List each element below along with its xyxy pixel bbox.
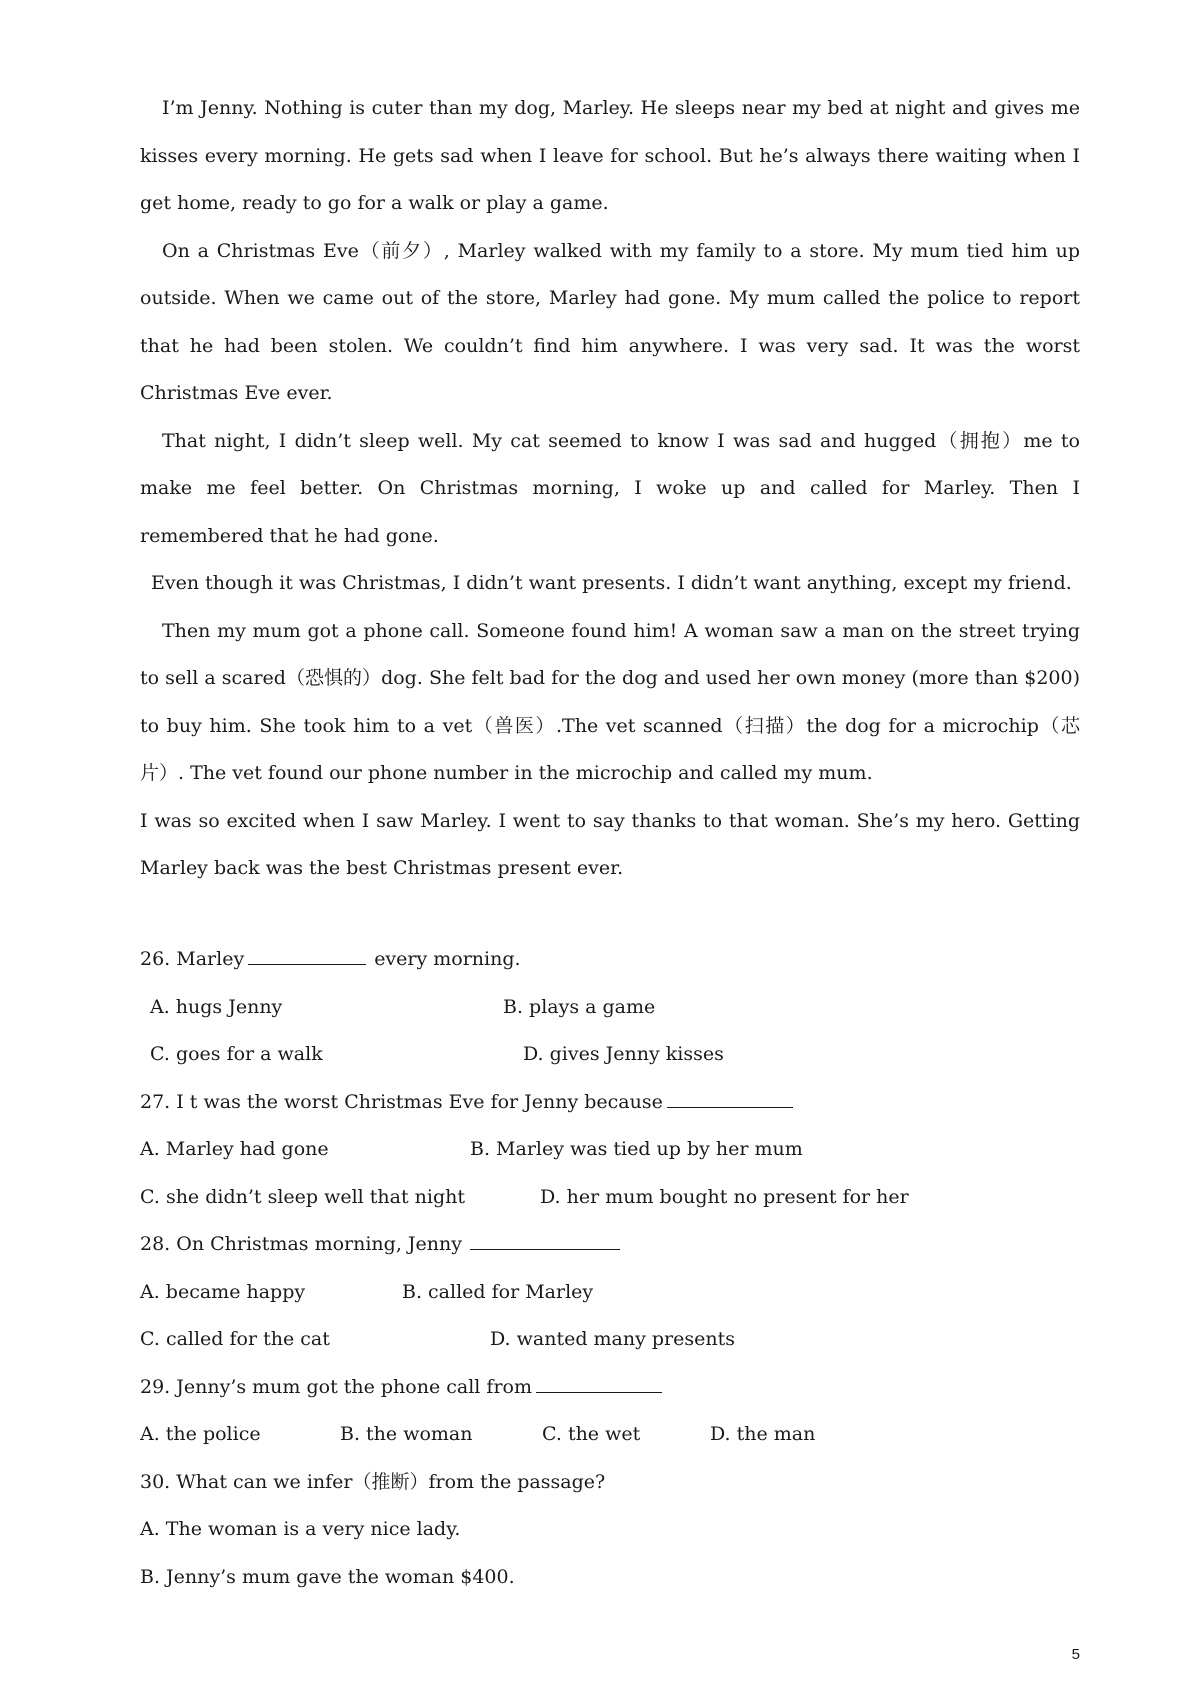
question-30-option-a: A. The woman is a very nice lady. <box>140 1518 461 1540</box>
question-27-option-b: B. Marley was tied up by her mum <box>470 1138 803 1160</box>
question-28-options-row-2 <box>140 1316 1080 1364</box>
question-29-option-d: D. the man <box>710 1423 816 1445</box>
question-29-option-b: B. the woman <box>340 1423 473 1445</box>
question-29-stem-text: 29. Jenny’s mum got the phone call from <box>140 1375 532 1398</box>
reading-passage <box>140 85 1080 893</box>
passage-paragraph-2: On a Christmas Eve（前夕）, Marley walked with my family to a store. My mum tied him up outside. When we came out of the store, Marley had gone. My mum called the police to report that he had been stolen. We couldn’t find him anywhere. I was very sad. It was the worst Christmas Eve ever. <box>140 239 1080 404</box>
answer-blank <box>470 1221 620 1250</box>
question-27-option-c: C. she didn’t sleep well that night <box>140 1185 466 1208</box>
question-27-stem-text: 27. I t was the worst Christmas Eve for Jenny because <box>140 1090 663 1113</box>
question-30-option-a-row <box>140 1506 1080 1554</box>
page-number: 5 <box>1071 1646 1080 1663</box>
passage-paragraph-3: That night, I didn’t sleep well. My cat seemed to know I was sad and hugged（拥抱）me to make me feel better. On Christmas morning, I woke up and called for Marley. Then I remembered that he had gone. <box>140 429 1080 547</box>
question-30-option-b: B. Jenny’s mum gave the woman $400. <box>140 1565 515 1588</box>
question-28-stem-text: 28. On Christmas morning, Jenny <box>140 1233 462 1255</box>
question-27-option-a: A. Marley had gone <box>140 1138 329 1160</box>
question-26-options-row-1 <box>140 984 1080 1032</box>
answer-blank <box>667 1079 793 1108</box>
question-28-option-a: A. became happy <box>140 1280 306 1303</box>
question-27-options-row-1 <box>140 1126 1080 1174</box>
passage-paragraph-6: I was so excited when I saw Marley. I went to say thanks to that woman. She’s my hero. Getting Marley back was the best Christmas present ever. <box>140 809 1080 879</box>
question-28-stem <box>140 1221 1080 1269</box>
question-29-stem <box>140 1364 1080 1412</box>
question-27-stem <box>140 1079 1080 1127</box>
question-26-option-b: B. plays a game <box>503 995 656 1018</box>
question-28-options-row-1 <box>140 1269 1080 1317</box>
question-26-option-a: A. hugs Jenny <box>150 995 283 1018</box>
question-27-options-row-2 <box>140 1174 1080 1222</box>
question-28-option-b: B. called for Marley <box>402 1280 594 1303</box>
question-26-option-d: D. gives Jenny kisses <box>523 1043 724 1065</box>
question-30-stem <box>140 1459 1080 1507</box>
passage-paragraph-4: Even though it was Christmas, I didn’t want presents. I didn’t want anything, except my friend. <box>151 572 1072 594</box>
question-27-option-d: D. her mum bought no present for her <box>540 1185 909 1208</box>
passage-paragraph-5: Then my mum got a phone call. Someone found him! A woman saw a man on the street trying to sell a scared（恐惧的）dog. She felt bad for the dog and used her own money (more than $200) to buy him. She took him to a vet（兽医）.The vet scanned（扫描）the dog for a microchip（芯片）. The vet found our phone number in the microchip and called my mum. <box>140 619 1080 784</box>
answer-blank <box>536 1364 662 1393</box>
question-29-options-row <box>140 1411 1080 1459</box>
question-28-option-d: D. wanted many presents <box>490 1328 736 1350</box>
question-29-option-c: C. the wet <box>542 1423 641 1445</box>
question-28-option-c: C. called for the cat <box>140 1328 330 1350</box>
answer-blank <box>248 936 366 965</box>
question-30-option-b-row <box>140 1554 1080 1602</box>
question-29-option-a: A. the police <box>140 1423 261 1445</box>
passage-paragraph-1: I’m Jenny. Nothing is cuter than my dog, Marley. He sleeps near my bed at night and gives me kisses every morning. He gets sad when I leave for school. But he’s always there waiting when I get home, ready to go for a walk or play a game. <box>140 97 1080 214</box>
question-26-option-c: C. goes for a walk <box>150 1043 323 1065</box>
question-26-stem-start: 26. Marley <box>140 948 245 970</box>
question-list <box>140 936 1080 1601</box>
question-26-options-row-2 <box>140 1031 1080 1079</box>
question-30-stem-text: 30. What can we infer（推断）from the passage? <box>140 1470 606 1493</box>
question-26-stem-end: every morning. <box>374 948 521 970</box>
question-26-stem <box>140 936 1080 984</box>
